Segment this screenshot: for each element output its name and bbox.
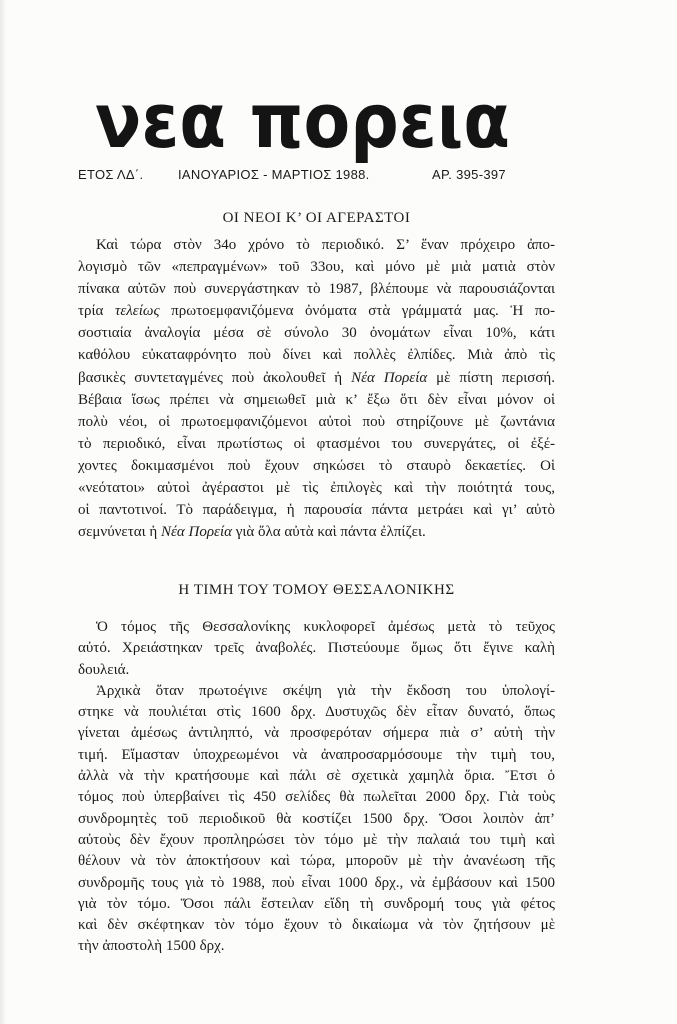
text-line: τόμος ποὺ ὑπερβαίνει τὶς 450 σελίδες θὰ πωλεῖται 2000 δρχ. Γιὰ τοὺς xyxy=(78,789,555,806)
article-body xyxy=(78,617,555,958)
paragraph xyxy=(78,234,555,543)
text-line: τὸ περιοδικό, εἶναι πρωτίστως οἱ φτασμένοι του συνεργάτες, οἱ ἐξέ- xyxy=(78,435,555,452)
text-line: χοντες δοκιμασμένοι ποὺ ἔχουν σηκώσει τὸ σταυρὸ δεκαετίες. Οἱ xyxy=(78,457,555,474)
text-line: σοστιαία ἀναλογία μέσα σὲ σύνολο 30 ὀνομάτων εἶναι 10%, κάτι xyxy=(78,325,555,342)
italic-text: τελείως xyxy=(115,303,160,320)
text-line: γίνεται ἀμέσως ἀντιληπτό, νὰ προσφερόταν σήμερα πιὰ σ’ αὐτὴ τὴν xyxy=(78,725,555,742)
issue-number: ΑΡ. 395-397 xyxy=(432,167,506,182)
text-line: πίνακα αὐτῶν ποὺ συνεργάστηκαν τὸ 1987, βλέπουμε νὰ παρουσιάζονται xyxy=(78,281,555,298)
periodical-name-italic: Νέα Πορεία xyxy=(351,369,428,386)
text-line: αὐτό. Χρειάστηκαν τρεῖς ἀναβολές. Πιστεύουμε ὅμως ὅτι ἔγινε καλὴ xyxy=(78,640,555,657)
issue-period: ΙΑΝΟΥΑΡΙΟΣ - ΜΑΡΤΙΟΣ 1988. xyxy=(178,167,370,182)
text-line: Βέβαια ἴσως πρέπει νὰ σημειωθεῖ μιὰ κ’ ἔξω ὅτι δὲν εἶναι μόνον οἱ xyxy=(78,391,555,408)
text-line: ἀλλὰ νὰ τὴν κρατήσουμε καὶ πάλι σὲ σχετικὰ χαμηλὰ ὅρια. Ἔτσι ὁ xyxy=(78,768,555,785)
text-line: συνδρομῆς τους γιὰ τὸ 1988, ποὺ εἶναι 1000 δρχ., νὰ ἐμβάσουν καὶ 1500 xyxy=(78,874,555,891)
text-line xyxy=(78,367,555,389)
text-line xyxy=(78,300,555,322)
text-line: Καὶ τώρα στὸν 34ο χρόνο τὸ περιοδικό. Σ’ ἕναν πρόχειρο ἀπο- xyxy=(96,237,555,253)
text-line: Ὁ τόμος τῆς Θεσσαλονίκης κυκλοφορεῖ ἀμέσως μετὰ τὸ τεῦχος xyxy=(96,619,555,635)
text-line: τὴν ἀποστολὴ 1500 δρχ. xyxy=(78,938,225,955)
text-line: γιὰ τὸν τόμο. Ὅσοι πάλι ἔστειλαν εἴδη τὴ συνδρομή τους γιὰ φέτος xyxy=(78,895,555,912)
text-line: θέλουν νὰ τὸν ἀποκτήσουν καὶ τώρα, μποροῦν μὲ τὴν ἀνανέωση τῆς xyxy=(78,853,555,870)
text-segment: μὲ πίστη περισσή. xyxy=(427,369,555,386)
article-body xyxy=(78,234,555,543)
text-line: τιμή. Εἴμασταν ὑποχρεωμένοι νὰ ἀναπροσαρμόσουμε τὴν τιμὴ του, xyxy=(78,746,555,763)
text-line: πολὺ νέοι, οἱ πρωτοεμφανιζόμενοι αὐτοὶ ποὺ στηρίζουνε μὲ ζωντάνια xyxy=(78,413,555,430)
text-segment: τρία xyxy=(78,303,116,320)
paragraph xyxy=(78,681,555,958)
text-segment: πρωτοεμφανιζόμενα ὀνόματα στὰ γράμματά μας. Ἡ πο- xyxy=(159,303,555,320)
text-line xyxy=(78,521,555,543)
text-line: οἱ παντοτινοί. Τὸ παράδειγμα, ἡ παρουσία πάντα μετράει καὶ γι’ αὐτὸ xyxy=(78,502,555,519)
text-line: καὶ δὲν σκέφτηκαν τὸν τόμο ἔχουν τὸ δικαίωμα νὰ τὸν ζητήσουν μὲ xyxy=(78,917,555,934)
text-line: λογισμὸ τῶν «πεπραγμένων» τοῦ 33ου, καὶ μόνο μὲ μιὰ ματιὰ στὸν xyxy=(78,259,555,276)
paragraph xyxy=(78,617,555,681)
text-segment: βασικὲς συντεταγμένες ποὺ ἀκολουθεῖ ἡ xyxy=(78,369,352,386)
text-segment: γιὰ ὅλα αὐτὰ καὶ πάντα ἐλπίζει. xyxy=(232,524,426,541)
text-line: «νεότατοι» αὐτοὶ ἀγέραστοι μὲ τὶς ἐπιλογὲς καὶ τὴν ποιότητά τους, xyxy=(78,480,555,497)
text-line: στηκε νὰ πουλιέται στὶς 1600 δρχ. Δυστυχῶς δὲν εἶταν δυνατό, ὅπως xyxy=(78,704,555,721)
text-line: καθόλου εὐκαταφρόνητο ποὺ δίνει καὶ πολλὲς ἐλπίδες. Μιὰ ἀπὸ τὶς xyxy=(78,347,555,364)
periodical-title: νεα πορεια xyxy=(95,80,510,165)
periodical-name-italic: Νέα Πορεία xyxy=(160,524,233,541)
section-title: Η ΤΙΜΗ ΤΟΥ ΤΟΜΟΥ ΘΕΣΣΑΛΟΝΙΚΗΣ xyxy=(178,582,455,598)
text-line: Ἀρχικὰ ὅταν πρωτοέγινε σκέψη γιὰ τὴν ἔκδοση του ὑπολογί- xyxy=(96,682,555,699)
text-line: δουλειά. xyxy=(78,661,130,678)
text-segment: σεμνύνεται ἡ xyxy=(78,524,161,541)
section-title: ΟΙ ΝΕΟΙ Κ’ ΟΙ ΑΓΕΡΑΣΤΟΙ xyxy=(222,210,411,226)
issue-year: ΕΤΟΣ ΛΔ΄. xyxy=(78,167,144,182)
text-line: αὐτοὺς δὲν ἔχουν προπληρώσει τὸν τόμο μὲ τὴν παλαιά του τιμὴ καὶ xyxy=(78,831,555,848)
text-line: συνδρομητὲς τοῦ περιοδικοῦ θὰ κοστίζει 1500 δρχ. Ὅσοι λοιπὸν ἀπ’ xyxy=(78,810,555,827)
masthead xyxy=(0,80,677,180)
